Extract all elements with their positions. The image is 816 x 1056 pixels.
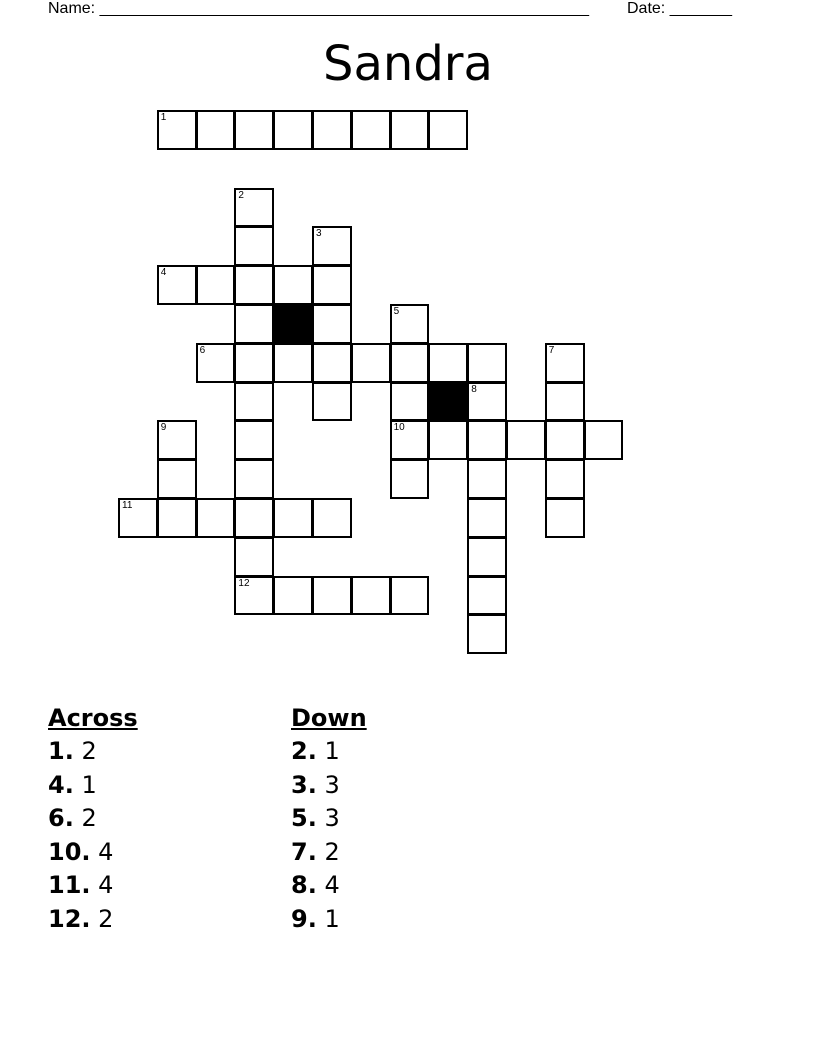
clue-text: 1	[81, 770, 97, 799]
down-clues	[291, 702, 367, 936]
clue-text: 2	[98, 904, 114, 933]
clue-number: 6.	[48, 804, 74, 832]
clue-number: 1.	[48, 737, 74, 765]
grid-cell[interactable]	[390, 110, 430, 150]
cell-number: 6	[199, 344, 206, 356]
grid-cell[interactable]	[545, 420, 585, 460]
grid-cell[interactable]	[545, 498, 585, 538]
down-clue	[291, 836, 367, 870]
across-clue	[48, 802, 138, 836]
grid-cell[interactable]	[390, 304, 430, 344]
grid-cell[interactable]	[234, 226, 274, 266]
across-clue	[48, 869, 138, 903]
black-square	[273, 304, 313, 344]
cell-number: 5	[393, 306, 400, 317]
cell-number: 11	[122, 500, 133, 511]
grid-cell[interactable]	[312, 265, 352, 305]
grid-cell[interactable]	[234, 498, 274, 538]
cell-number: 4	[160, 267, 167, 279]
clue-text: 4	[324, 871, 340, 899]
grid-cell[interactable]	[273, 110, 313, 150]
across-clue	[48, 903, 138, 937]
down-clue	[291, 869, 367, 903]
cell-number: 7	[548, 344, 555, 356]
grid-cell[interactable]	[273, 265, 313, 305]
cell-number: 8	[471, 383, 477, 395]
down-list	[291, 735, 367, 936]
across-clue	[48, 836, 138, 870]
clue-text: 4	[98, 837, 114, 866]
grid-cell[interactable]	[390, 382, 430, 422]
grid-cell[interactable]	[234, 110, 274, 150]
page-title: Sandra	[323, 36, 493, 92]
grid-cell[interactable]	[234, 459, 274, 499]
grid-cell[interactable]	[351, 576, 391, 616]
across-clue	[48, 735, 138, 769]
clue-text: 1	[324, 737, 340, 765]
grid-cell[interactable]	[273, 576, 313, 616]
grid-cell[interactable]	[273, 498, 313, 538]
grid-cell[interactable]	[196, 110, 236, 150]
grid-cell[interactable]	[312, 343, 352, 383]
clue-number: 11.	[48, 871, 91, 899]
grid-cell[interactable]	[312, 304, 352, 344]
grid-cell[interactable]	[390, 576, 430, 616]
name-field-label: Name: _______________________________________________________	[48, 0, 589, 17]
grid-cell[interactable]	[312, 498, 352, 538]
grid-cell[interactable]	[157, 110, 197, 150]
grid-cell[interactable]	[234, 188, 274, 228]
clue-number: 12.	[48, 904, 91, 933]
grid-cell[interactable]	[196, 498, 236, 538]
cell-number: 2	[238, 189, 244, 201]
grid-cell[interactable]	[157, 265, 197, 305]
grid-cell[interactable]	[428, 110, 468, 150]
grid-cell[interactable]	[467, 498, 507, 538]
grid-cell[interactable]	[234, 537, 274, 577]
cell-number: 9	[160, 422, 167, 434]
grid-cell[interactable]	[390, 343, 430, 383]
grid-cell[interactable]	[312, 226, 352, 266]
down-clue	[291, 802, 367, 836]
cell-number: 1	[160, 112, 167, 123]
down-clue	[291, 903, 367, 937]
clue-text: 2	[81, 804, 97, 832]
grid-cell[interactable]	[157, 420, 197, 460]
grid-cell[interactable]	[312, 576, 352, 616]
grid-cell[interactable]	[506, 420, 546, 460]
across-list	[48, 735, 138, 936]
clue-number: 2.	[291, 737, 317, 765]
date-field-label: Date: _______	[627, 0, 732, 17]
clue-text: 2	[324, 837, 340, 866]
grid-cell[interactable]	[545, 459, 585, 499]
grid-cell[interactable]	[428, 420, 468, 460]
grid-cell[interactable]	[234, 576, 274, 616]
grid-cell[interactable]	[467, 343, 507, 383]
clue-number: 4.	[48, 770, 74, 799]
grid-cell[interactable]	[584, 420, 624, 460]
grid-cell[interactable]	[351, 110, 391, 150]
grid-cell[interactable]	[234, 304, 274, 344]
grid-cell[interactable]	[273, 343, 313, 383]
grid-cell[interactable]	[390, 420, 430, 460]
clue-number: 9.	[291, 904, 317, 933]
clue-text: 3	[324, 770, 340, 799]
cell-number: 3	[316, 228, 322, 240]
clue-number: 10.	[48, 837, 91, 866]
cell-number: 10	[393, 422, 405, 434]
clue-text: 1	[324, 904, 340, 933]
clue-number: 8.	[291, 871, 317, 899]
down-clue	[291, 769, 367, 803]
grid-cell[interactable]	[467, 537, 507, 577]
grid-cell[interactable]	[118, 498, 158, 538]
grid-cell[interactable]	[196, 265, 236, 305]
grid-cell[interactable]	[467, 382, 507, 422]
cell-number: 12	[238, 577, 250, 589]
grid-cell[interactable]	[390, 459, 430, 499]
down-clue	[291, 735, 367, 769]
grid-cell[interactable]	[467, 420, 507, 460]
across-clues	[48, 702, 138, 936]
grid-cell[interactable]	[467, 459, 507, 499]
grid-cell[interactable]	[545, 343, 585, 383]
clue-number: 7.	[291, 837, 317, 866]
grid-cell[interactable]	[467, 614, 507, 654]
grid-cell[interactable]	[157, 498, 197, 538]
across-heading: Across	[48, 704, 138, 732]
clue-text: 4	[98, 871, 114, 899]
grid-cell[interactable]	[234, 420, 274, 460]
grid-cell[interactable]	[312, 382, 352, 422]
grid-cell[interactable]	[234, 382, 274, 422]
down-heading: Down	[291, 704, 367, 732]
grid-cell[interactable]	[234, 265, 274, 305]
grid-cell[interactable]	[157, 459, 197, 499]
grid-cell[interactable]	[312, 110, 352, 150]
grid-cell[interactable]	[428, 343, 468, 383]
grid-cell[interactable]	[196, 343, 236, 383]
grid-cell[interactable]	[351, 343, 391, 383]
clue-number: 5.	[291, 804, 317, 832]
grid-cell[interactable]	[467, 576, 507, 616]
across-clue	[48, 769, 138, 803]
clue-text: 3	[324, 804, 340, 832]
black-square	[428, 382, 468, 422]
clue-text: 2	[81, 737, 97, 765]
clue-number: 3.	[291, 770, 317, 799]
grid-cell[interactable]	[545, 382, 585, 422]
grid-cell[interactable]	[234, 343, 274, 383]
